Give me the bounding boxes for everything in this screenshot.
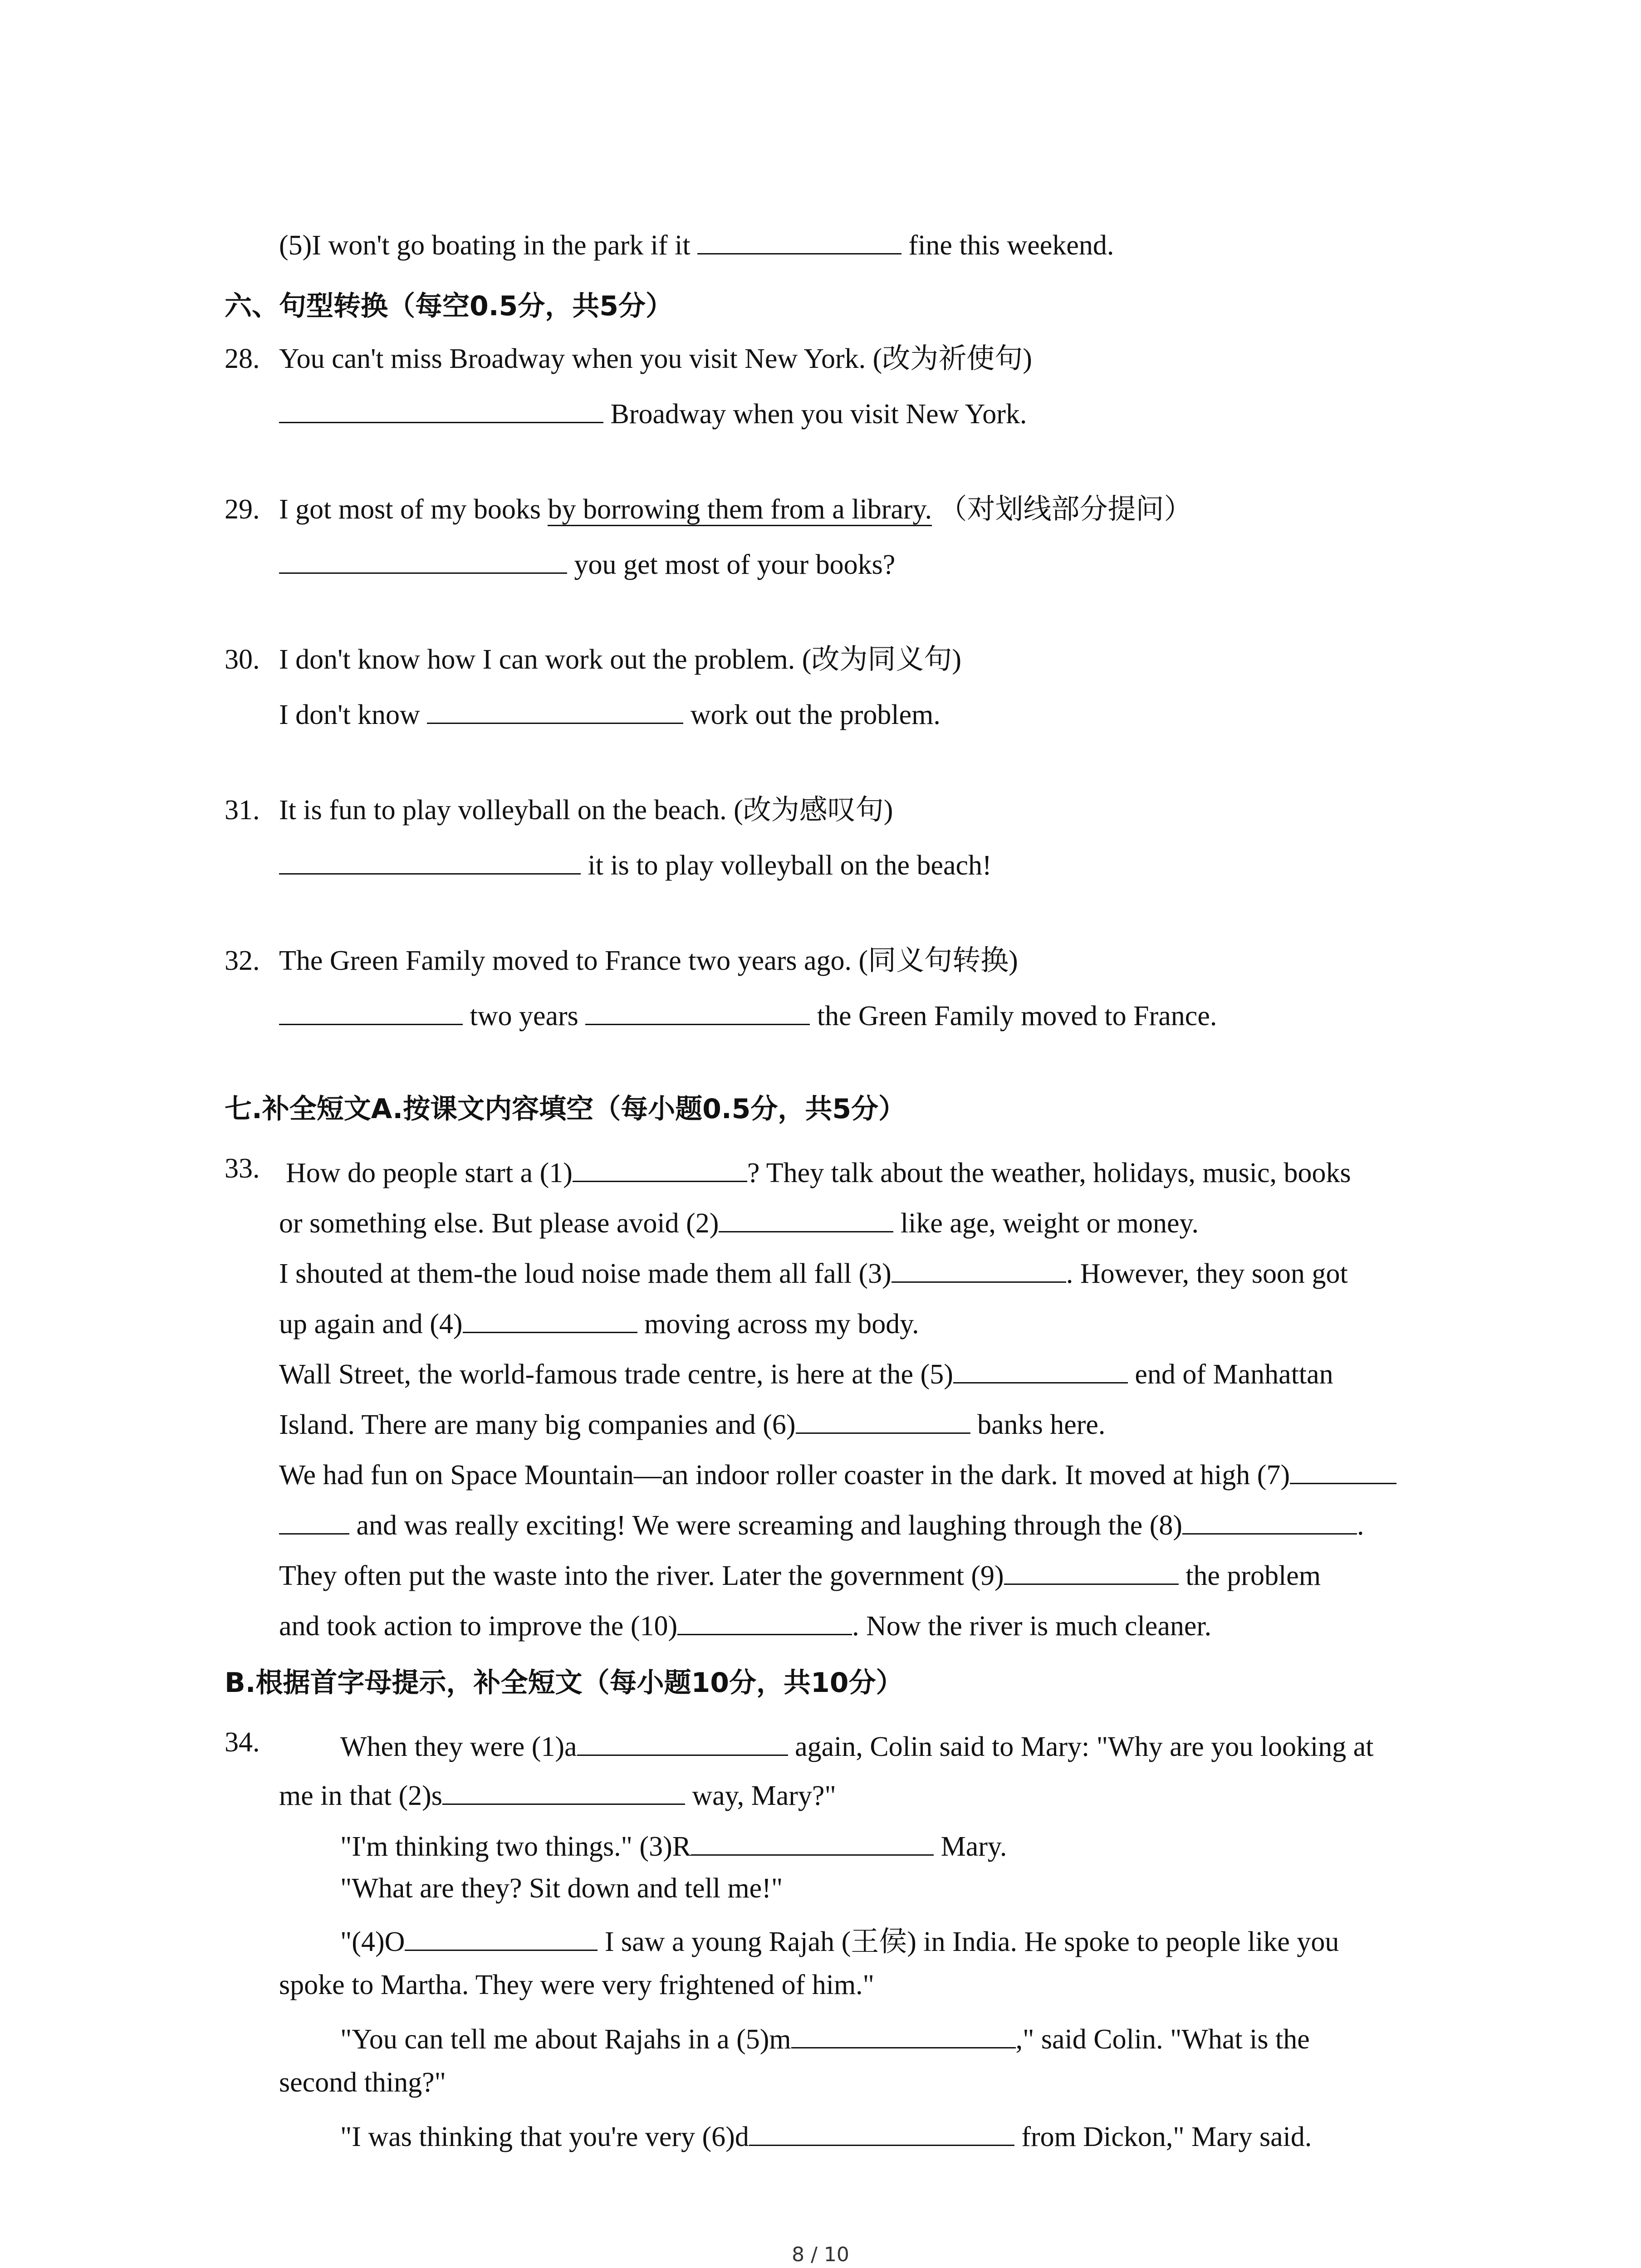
q31-answer-line (279, 847, 992, 880)
text: "I'm thinking two things." (3)R (340, 1831, 691, 1862)
text: Mary. (941, 1831, 1007, 1862)
text: Broadway when you visit New York. (610, 399, 1027, 430)
answer-blank[interactable] (697, 227, 901, 254)
underlined-phrase: by borrowing them from a library. (548, 494, 932, 526)
text: or something else. But please avoid (2) (279, 1208, 719, 1239)
text: I don't know (279, 699, 420, 730)
text: end of Manhattan (1135, 1359, 1333, 1390)
text: I shouted at them-the loud noise made them all fall (3) (279, 1258, 892, 1289)
answer-blank[interactable] (279, 847, 581, 875)
q29-line (279, 495, 1192, 523)
text: again, Colin said to Mary: "Why are you looking at (795, 1731, 1374, 1762)
q34-line-5 (340, 1923, 1339, 1956)
text: ," said Colin. "What is the (1015, 2024, 1310, 2055)
answer-blank[interactable] (279, 396, 603, 423)
text: and was really exciting! We were screaming and laughing through the (8) (356, 1510, 1183, 1541)
answer-blank[interactable] (442, 1777, 685, 1805)
answer-blank[interactable] (279, 546, 567, 574)
q29-number: 29. (225, 494, 260, 525)
answer-blank[interactable] (892, 1255, 1066, 1283)
answer-blank[interactable] (1290, 1457, 1396, 1484)
answer-blank[interactable] (463, 1305, 637, 1333)
text: ? They talk about the weather, holidays, music, books (747, 1158, 1351, 1188)
q28-line: You can't miss Broadway when you visit New York. (改为祈使句) (279, 343, 1032, 374)
text: We had fun on Space Mountain—an indoor roller coaster in the dark. It moved at high (7) (279, 1460, 1290, 1491)
text: I saw a young Rajah (王侯) in India. He spoke to people like you (604, 1926, 1339, 1957)
q34-line-7 (340, 2021, 1310, 2053)
q31-number: 31. (225, 795, 260, 826)
answer-blank[interactable] (573, 1154, 747, 1182)
answer-blank[interactable] (585, 997, 810, 1025)
text: Wall Street, the world-famous trade centre, is here at the (5) (279, 1359, 953, 1390)
text: like age, weight or money. (900, 1208, 1199, 1239)
q34-line-9 (340, 2118, 1312, 2151)
text: . However, they soon got (1066, 1258, 1348, 1289)
answer-blank[interactable] (677, 1608, 852, 1635)
q33-number: 33. (225, 1153, 260, 1184)
text: work out the problem. (690, 699, 941, 730)
text: the Green Family moved to France. (817, 1001, 1217, 1031)
q28-number: 28. (225, 343, 260, 374)
text: up again and (4) (279, 1309, 463, 1339)
text: . Now the river is much cleaner. (852, 1611, 1212, 1642)
q34-line-6: spoke to Martha. They were very frightened of him." (279, 1970, 874, 2000)
q30-line: I don't know how I can work out the problem. (改为同义句) (279, 644, 962, 675)
q31-line: It is fun to play volleyball on the beach. (改为感叹句) (279, 795, 893, 826)
q32-answer-line (279, 997, 1217, 1030)
answer-blank[interactable] (796, 1406, 970, 1434)
text: They often put the waste into the river. Later the government (9) (279, 1560, 1004, 1591)
q29-answer-line (279, 546, 895, 579)
text: Island. There are many big companies and (6) (279, 1409, 796, 1440)
text: the problem (1185, 1560, 1321, 1591)
answer-blank[interactable] (719, 1205, 893, 1232)
q30-number: 30. (225, 644, 260, 675)
q34-line-1 (340, 1728, 1373, 1761)
q34-line-4: "What are they? Sit down and tell me!" (340, 1873, 783, 1904)
section-b-heading: B.根据首字母提示，补全短文（每小题10分，共10分） (225, 1667, 903, 1699)
q33-line-8 (279, 1507, 1364, 1540)
q33-line-2 (279, 1205, 1199, 1237)
q34-line-2 (279, 1777, 836, 1810)
text: it is to play volleyball on the beach! (588, 850, 992, 881)
text: . (1357, 1510, 1364, 1541)
answer-blank[interactable] (577, 1728, 788, 1756)
text: two years (470, 1001, 578, 1031)
q34-line-3 (340, 1828, 1007, 1861)
q33-line-9 (279, 1557, 1321, 1590)
text: from Dickon," Mary said. (1021, 2121, 1312, 2152)
answer-blank[interactable] (405, 1923, 598, 1951)
q33-line-4 (279, 1305, 919, 1338)
answer-blank[interactable] (791, 2021, 1016, 2048)
q33-line-3 (279, 1255, 1348, 1288)
text: （对划线部分提问） (932, 494, 1192, 525)
section-6-heading: 六、句型转换（每空0.5分，共5分） (225, 290, 673, 322)
q27-5-line (279, 227, 1114, 259)
text: When they were (1)a (340, 1731, 577, 1762)
q30-answer-line (279, 696, 941, 729)
text: I got most of my books (279, 494, 548, 525)
q28-answer-line (279, 396, 1027, 428)
text: moving across my body. (644, 1309, 919, 1339)
answer-blank[interactable] (1004, 1557, 1179, 1585)
q32-number: 32. (225, 945, 260, 976)
answer-blank[interactable] (953, 1356, 1128, 1383)
text: How do people start a (1) (286, 1158, 573, 1188)
answer-blank[interactable] (691, 1828, 934, 1856)
q33-line-1 (286, 1154, 1351, 1187)
section-7-heading: 七.补全短文A.按课文内容填空（每小题0.5分，共5分） (225, 1093, 906, 1125)
q33-line-10 (279, 1608, 1211, 1640)
q32-line: The Green Family moved to France two years ago. (同义句转换) (279, 945, 1018, 976)
page-number: 8 / 10 (792, 2243, 849, 2266)
answer-blank-continued[interactable] (279, 1507, 349, 1535)
text: (5)I won't go boating in the park if it (279, 230, 691, 261)
answer-blank[interactable] (749, 2118, 1014, 2146)
q34-number: 34. (225, 1727, 260, 1758)
text: and took action to improve the (10) (279, 1611, 678, 1642)
answer-blank[interactable] (279, 997, 463, 1025)
text: "You can tell me about Rajahs in a (5)m (340, 2024, 791, 2055)
q33-line-6 (279, 1406, 1105, 1439)
text: fine this weekend. (908, 230, 1114, 261)
text: banks here. (977, 1409, 1106, 1440)
text: "(4)O (340, 1926, 405, 1957)
q33-line-7 (279, 1457, 1396, 1489)
text: way, Mary?" (692, 1780, 836, 1811)
q33-line-5 (279, 1356, 1333, 1388)
q34-line-8: second thing?" (279, 2067, 446, 2098)
text: "I was thinking that you're very (6)d (340, 2121, 749, 2152)
answer-blank[interactable] (1182, 1507, 1357, 1535)
text: you get most of your books? (574, 549, 896, 580)
answer-blank[interactable] (427, 696, 683, 724)
text: me in that (2)s (279, 1780, 442, 1811)
